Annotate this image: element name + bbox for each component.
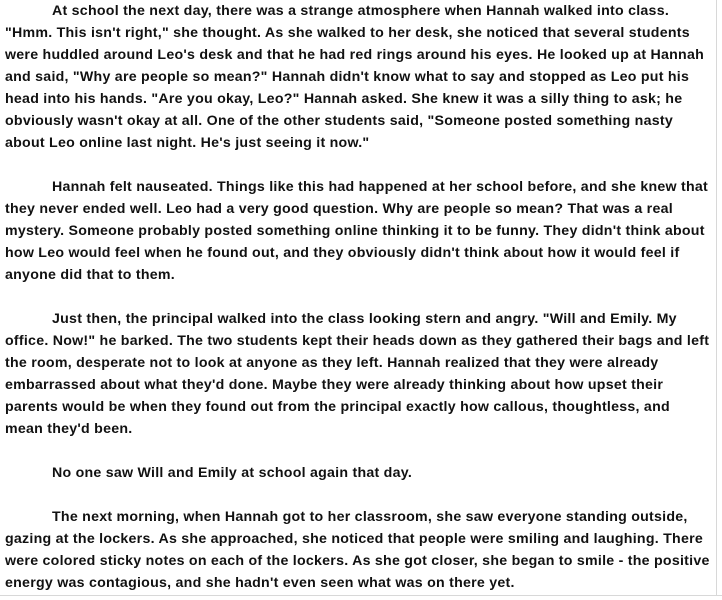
paragraph-1: At school the next day, there was a strange atmosphere when Hannah walked into class. "Hmm. This isn't right," she thought. As she walked to her desk, she noticed that several students were huddled around Leo's desk and that he had red rings around his eyes. He looked up at Hannah and said, "Why are people so mean?" Hannah didn't know what to say and stopped as Leo put his head into his hands. "Are you okay, Leo?" Hannah asked. She knew it was a silly thing to ask; he obviously wasn't okay at all. One of the other students said, "Someone posted something nasty about Leo online last night. He's just seeing it now."	[5, 3, 705, 151]
paragraph-2: Hannah felt nauseated. Things like this had happened at her school before, and she knew that they never ended well. Leo had a very good question. Why are people so mean? That was a real mystery. Someone probably posted something online thinking it to be funny. They didn't think about how Leo would feel when he found out, and they obviously didn't think about how it would feel if anyone did that to them.	[5, 179, 709, 283]
story-text	[5, 0, 711, 594]
page-bottom-edge	[0, 595, 722, 600]
page-right-edge	[716, 0, 722, 600]
paragraph-5: The next morning, when Hannah got to her classroom, she saw everyone standing outside, gazing at the lockers. As she approached, she noticed that people were smiling and laughing. There were colored sticky notes on each of the lockers. As she got closer, she began to smile - the positive energy was contagious, and she hadn't even seen what was on there yet.	[5, 509, 710, 591]
paragraph-4: No one saw Will and Emily at school again that day.	[52, 465, 413, 481]
paragraph-3: Just then, the principal walked into the class looking stern and angry. "Will and Emily. My office. Now!" he barked. The two students kept their heads down as they gathered their bags and left the room, desperate not to look at anyone as they left. Hannah realized that they were already embarrassed about what they'd done. Maybe they were already thinking about how upset their parents would be when they found out from the principal exactly how callous, thoughtless, and mean they'd been.	[5, 311, 710, 437]
